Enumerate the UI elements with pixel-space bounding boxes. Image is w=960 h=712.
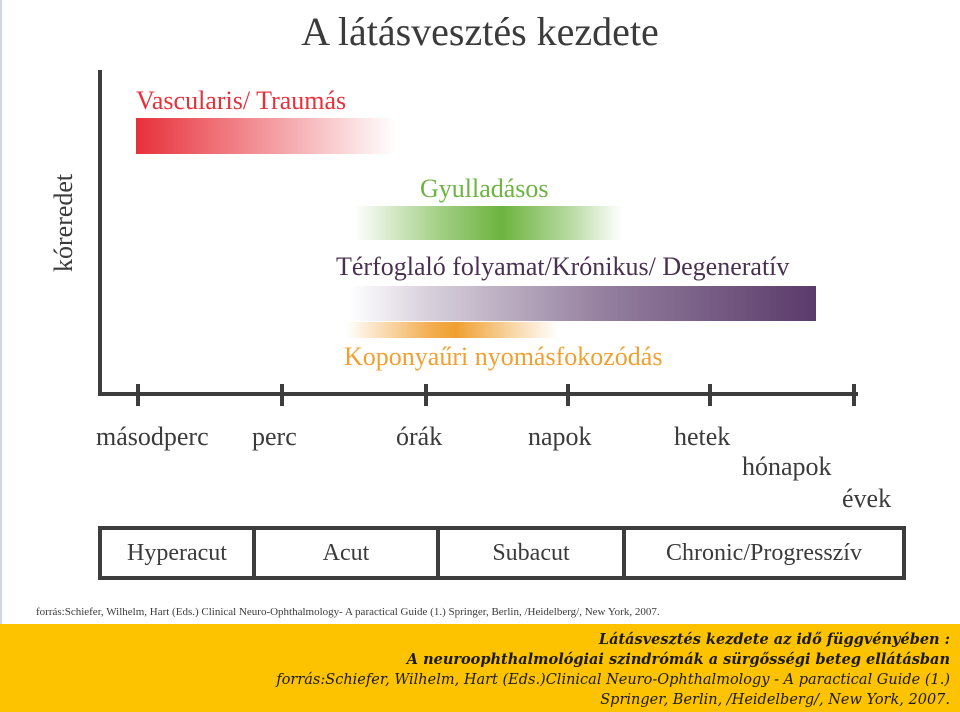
x-axis-line [98,392,858,396]
bar-label-vascular: Vascularis/ Traumás [136,86,347,115]
bar-label-degenerative: Térfoglaló folyamat/Krónikus/ Degeneratív [336,252,790,281]
y-axis-line [98,70,102,396]
x-tick-end [852,384,856,406]
x-tick-masodperc [136,384,140,406]
y-axis-label: kóreredet [49,173,78,272]
x-tick-perc [280,384,284,406]
time-label-orak: órák [396,422,443,451]
time-label-hetek: hetek [674,422,731,451]
bar-inflammatory [354,206,622,240]
time-label-evek: évek [842,484,892,513]
bar-degenerative [350,286,816,321]
footer-line-2: A neuroophthalmológiai szindrómák a sürgősségi beteg ellátásban [406,651,950,668]
x-tick-hetek [708,384,712,406]
footer-line-3: forrás:Schiefer, Wilhelm, Hart (Eds.)Clinical Neuro-Ophthalmology - A paractical Guide (1.) [276,672,950,688]
phase-chronic: Chronic/Progresszív [666,539,862,566]
slide-title: A látásvesztés kezdete [301,9,659,54]
phase-acut: Acut [256,530,440,576]
slide-left-rule [0,0,2,624]
footer-banner [0,624,960,712]
footer-line-4: Springer, Berlin, /Heidelberg/, New York, 2007. [600,692,950,708]
phase-hyperacut: Hyperacut [102,530,256,576]
bar-label-inflammatory: Gyulladásos [420,174,549,203]
time-label-napok: napok [528,422,592,451]
phase-table [98,526,906,580]
phase-subacut: Subacut [440,530,626,576]
source-citation: forrás:Schiefer, Wilhelm, Hart (Eds.) Clinical Neuro-Ophthalmology- A paractical Guide (1.) Springer, Berlin, /Heidelberg/, New York, 2007. [36,606,660,618]
x-tick-napok [566,384,570,406]
bar-vascular [136,118,396,154]
footer-line-1: Látásvesztés kezdete az idő függvényében : [598,631,950,648]
x-tick-orak [424,384,428,406]
bar-label-intracranial: Koponyaűri nyomásfokozódás [344,342,663,371]
bar-intracranial [346,322,558,338]
time-label-honapok: hónapok [742,452,832,481]
time-label-perc: perc [252,422,297,451]
time-label-masodperc: másodperc [96,422,209,451]
